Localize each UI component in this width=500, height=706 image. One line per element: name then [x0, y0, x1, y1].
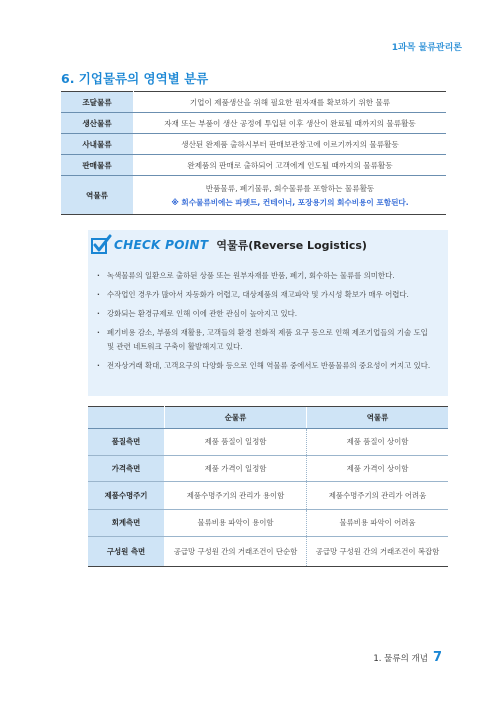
table-row [88, 429, 448, 456]
row-header: 품질측면 [88, 429, 165, 456]
checkpoint-title: 역물류(Reverse Logistics) [216, 239, 367, 252]
comparison-table [88, 406, 448, 567]
list-item: · 녹색물류의 일환으로 출하된 상품 또는 원부자재를 반품, 폐기, 회수하는 물류를 의미한다. [97, 269, 437, 283]
checkbox-check-icon [90, 234, 112, 256]
table-row [88, 536, 448, 566]
page-number: 7 [432, 650, 442, 665]
corner-cell [88, 407, 165, 429]
table-row [61, 134, 446, 155]
forward-cell: 제품 가격이 일정함 [165, 455, 307, 482]
page-footer [373, 650, 442, 665]
row-header: 제품수명주기 [88, 482, 165, 510]
row-desc: 완제품의 판매로 출하되어 고객에게 인도될 때까지의 물류활동 [134, 155, 447, 176]
table-row [88, 482, 448, 510]
table-header-row [88, 407, 448, 429]
row-header: 역물류 [61, 176, 134, 215]
list-item: · 수작업인 경우가 많아서 자동화가 어렵고, 대상제품의 재고파악 및 가시성 확보가 매우 어렵다. [97, 288, 437, 302]
reverse-cell: 제품수명주기의 관리가 어려움 [307, 482, 448, 510]
row-header: 생산물류 [61, 113, 134, 134]
row-desc-cell [134, 176, 447, 215]
forward-cell: 제품수명주기의 관리가 용이함 [165, 482, 307, 510]
reverse-cell: 제품 품질이 상이함 [307, 429, 448, 456]
table-row [88, 455, 448, 482]
footer-chapter: 1. 물류의 개념 [373, 654, 428, 664]
row-header: 가격측면 [88, 455, 165, 482]
forward-cell: 공급망 구성원 간의 거래조건이 단순함 [165, 536, 307, 566]
column-header: 순물류 [165, 407, 307, 429]
classification-table [61, 91, 446, 215]
table-row [61, 92, 446, 113]
reverse-cell: 물류비용 파악이 어려움 [307, 510, 448, 537]
row-desc: 기업이 제품생산을 위해 필요한 원자재를 확보하기 위한 물류 [134, 92, 447, 113]
table-row [61, 113, 446, 134]
list-item: · 폐기비용 감소, 부품의 재활용, 고객들의 환경 친화적 제품 요구 등으로 인해 제조기업들의 기술 도입 및 관련 네트워크 구축이 활발해지고 있다. [97, 326, 437, 354]
row-desc: 생산된 완제품 출하시부터 판매보관창고에 이르기까지의 물류활동 [134, 134, 447, 155]
list-item: · 전자상거래 확대, 고객요구의 다양화 등으로 인해 역물류 중에서도 반품물류의 중요성이 커지고 있다. [97, 359, 437, 373]
section-title: 6. 기업물류의 영역별 분류 [61, 71, 209, 86]
row-desc: 반품물류, 폐기물류, 회수물류를 포함하는 물류활동 [205, 183, 375, 193]
column-header: 역물류 [307, 407, 448, 429]
reverse-cell: 제품 가격이 상이함 [307, 455, 448, 482]
chapter-tag: 1과목 물류관리론 [391, 43, 462, 53]
row-desc: 자재 또는 부품이 생산 공정에 투입된 이후 생산이 완료될 때까지의 물류활동 [134, 113, 447, 134]
table-row [88, 510, 448, 537]
table-row [61, 176, 446, 215]
forward-cell: 제품 품질이 일정함 [165, 429, 307, 456]
checkpoint-header [90, 233, 367, 257]
checkpoint-label: CHECK POINT [114, 238, 209, 252]
list-item: · 강화되는 환경규제로 인해 이에 관한 관심이 높아지고 있다. [97, 307, 437, 321]
checkpoint-list [97, 269, 437, 378]
reverse-cell: 공급망 구성원 간의 거래조건이 복잡함 [307, 536, 448, 566]
row-note: ※ 회수물류비에는 파렛트, 컨테이너, 포장용기의 회수비용이 포함된다. [171, 197, 409, 207]
row-header: 구성원 측면 [88, 536, 165, 566]
row-header: 조달물류 [61, 92, 134, 113]
row-header: 판매물류 [61, 155, 134, 176]
forward-cell: 물류비용 파악이 용이함 [165, 510, 307, 537]
table-row [61, 155, 446, 176]
row-header: 사내물류 [61, 134, 134, 155]
row-header: 회계측면 [88, 510, 165, 537]
